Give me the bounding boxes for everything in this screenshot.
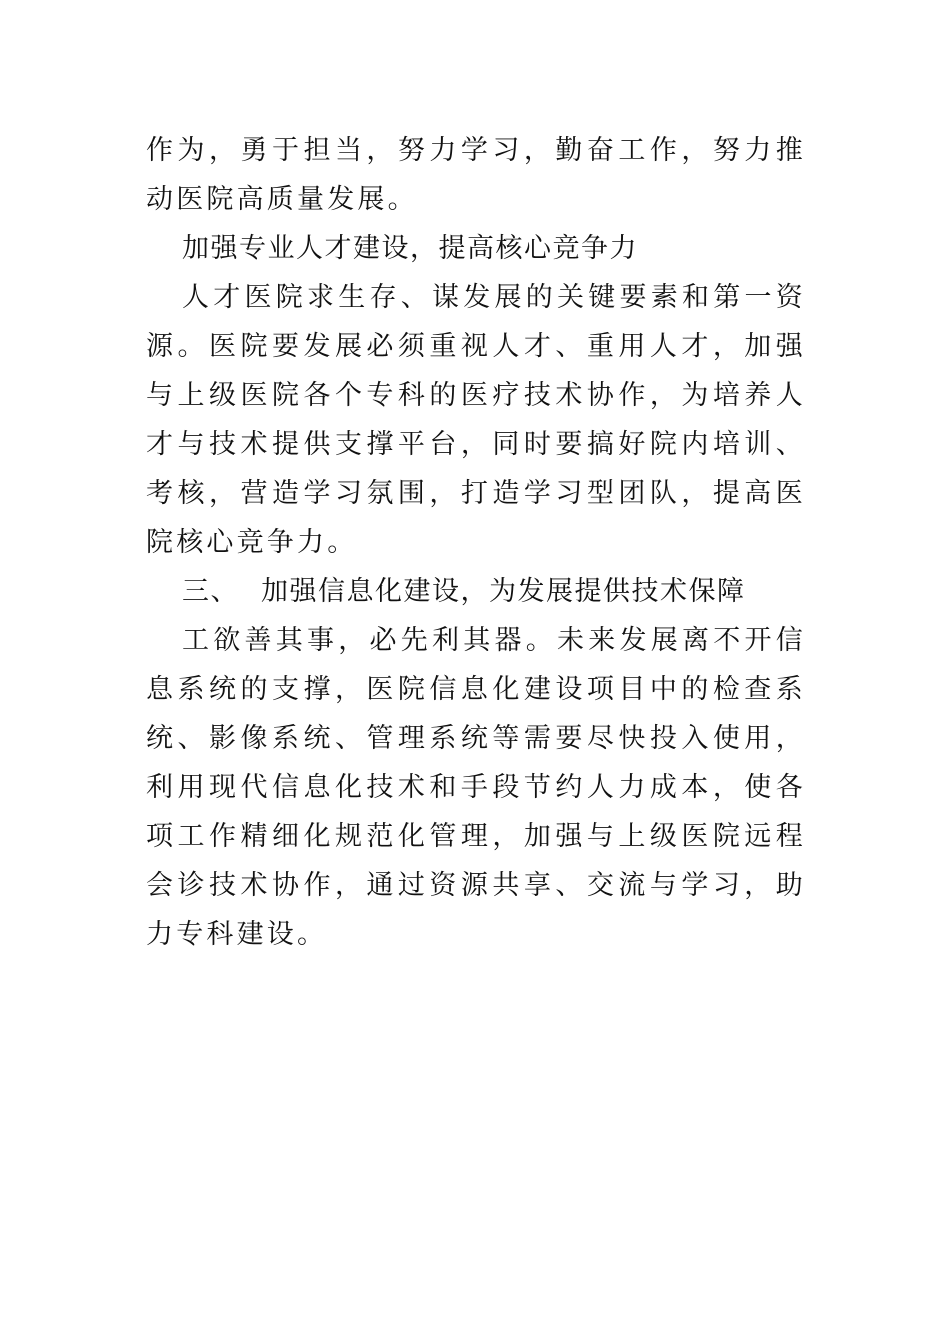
paragraph-informatization: 工欲善其事，必先利其器。未来发展离不开信息系统的支撑，医院信息化建设项目中的检查系统、影像系统、管理系统等需要尽快投入使用，利用现代信息化技术和手段节约人力成本，使各项工作精细化规范化管理，加强与上级医院远程会诊技术协作，通过资源共享、交流与学习，助力专科建设。 — [146, 625, 806, 950]
paragraph-continuation: 作为，勇于担当，努力学习，勤奋工作，努力推动医院高质量发展。 — [146, 135, 806, 215]
paragraph-talent: 人才医院求生存、谋发展的关键要素和第一资源。医院要发展必须重视人才、重用人才，加强与上级医院各个专科的医疗技术协作，为培养人才与技术提供支撑平台，同时要搞好院内培训、考核，营造学习氛围，打造学习型团队，提高医院核心竞争力。 — [146, 282, 806, 558]
section-number: 三、 — [182, 576, 239, 607]
section-heading-text: 加强信息化建设，为发展提供技术保障 — [261, 576, 746, 607]
section-heading-talent: 加强专业人才建设，提高核心竞争力 — [182, 233, 638, 264]
document-body — [146, 126, 806, 959]
section-heading-informatization — [146, 567, 806, 616]
